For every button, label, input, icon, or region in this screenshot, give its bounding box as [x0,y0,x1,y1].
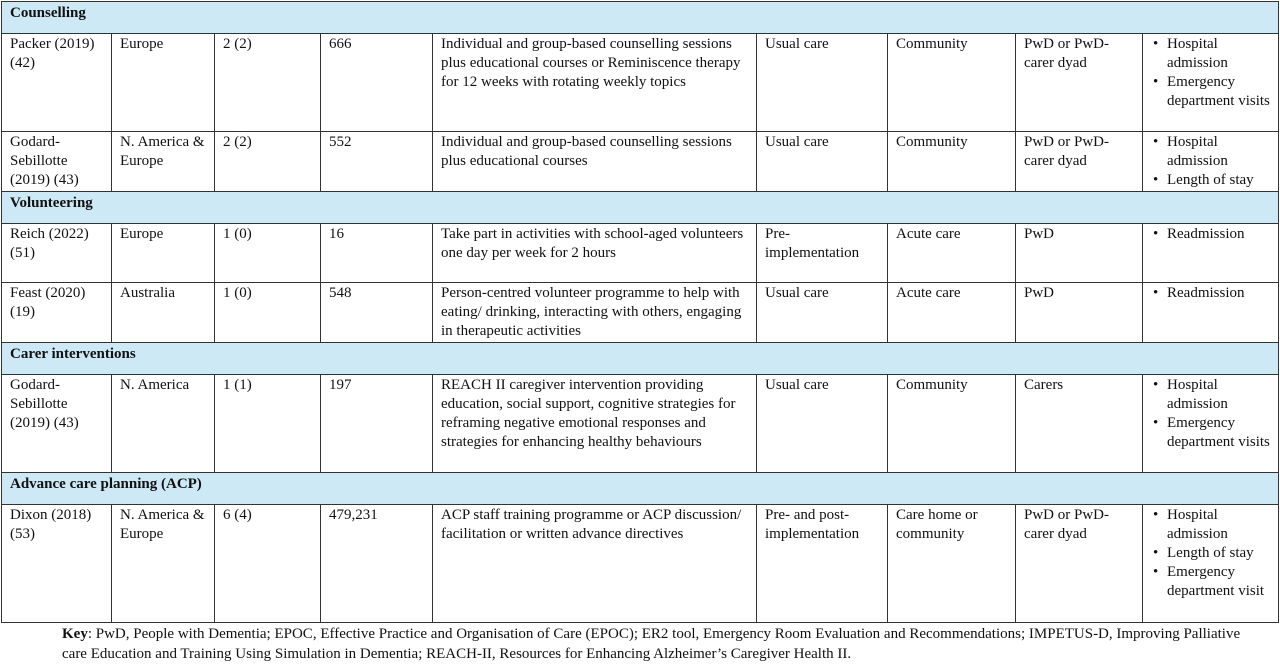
outcome-item: • Hospital admission [1167,133,1270,171]
region-cell: N. America & Europe [112,505,215,623]
study-cell: Reich (2022) (51) [2,224,112,283]
comparator-cell: Pre-implementation [757,224,888,283]
section-header-volunteering [2,192,1279,224]
comparator-cell: Usual care [757,375,888,473]
setting-cell: Community [888,34,1016,132]
outcomes-list [1151,506,1270,601]
region-cell: Europe [112,224,215,283]
study-cell: Feast (2020) (19) [2,283,112,343]
section-header-carer-interventions [2,343,1279,375]
intervention-cell: Individual and group-based counselling sessions plus educational courses or Reminiscence therapy for 12 weeks with rotating weekly topics [433,34,757,132]
comparator-cell: Pre- and post-implementation [757,505,888,623]
studies-cell: 1 (0) [215,224,321,283]
outcomes-cell [1143,375,1279,473]
section-title: Carer interventions [2,343,1279,375]
table-row [2,283,1279,343]
section-header-advance-care-planning [2,473,1279,505]
evidence-table [1,1,1279,623]
table-row [2,375,1279,473]
intervention-cell: Take part in activities with school-aged volunteers one day per week for 2 hours [433,224,757,283]
outcome-item: • Length of stay [1167,171,1270,190]
participants-cell: 552 [321,132,433,192]
studies-cell: 2 (2) [215,132,321,192]
section-title: Advance care planning (ACP) [2,473,1279,505]
studies-cell: 1 (1) [215,375,321,473]
outcome-item: • Emergency department visits [1167,414,1270,452]
population-cell: PwD [1016,283,1143,343]
studies-cell: 1 (0) [215,283,321,343]
studies-cell: 6 (4) [215,505,321,623]
intervention-cell: REACH II caregiver intervention providing education, social support, cognitive strategies for reframing negative emotional responses and strategies for enhancing healthy behaviours [433,375,757,473]
comparator-cell: Usual care [757,132,888,192]
outcome-item: • Readmission [1167,225,1270,244]
outcomes-list [1151,376,1270,452]
setting-cell: Care home or community [888,505,1016,623]
key-label: Key [62,626,88,642]
outcomes-cell [1143,505,1279,623]
section-title: Volunteering [2,192,1279,224]
outcomes-list [1151,35,1270,111]
region-cell: Australia [112,283,215,343]
outcome-item: • Emergency department visits [1167,73,1270,111]
outcome-item: • Hospital admission [1167,35,1270,73]
table-key-note [62,624,1262,664]
key-text: : PwD, People with Dementia; EPOC, Effective Practice and Organisation of Care (EPOC); ER2 tool, Emergency Room Evaluation and Recommendations; IMPETUS-D, Improving Palliative care Education and Training Using Simulation in Dementia; REACH-II, Resources for Enhancing Alzheimer’s Caregiver Health II. [62,626,1241,662]
comparator-cell: Usual care [757,283,888,343]
participants-cell: 16 [321,224,433,283]
outcome-item: • Length of stay [1167,544,1270,563]
intervention-cell: Person-centred volunteer programme to help with eating/ drinking, interacting with others, engaging in therapeutic activities [433,283,757,343]
outcome-item: • Readmission [1167,284,1270,303]
participants-cell: 666 [321,34,433,132]
population-cell: PwD [1016,224,1143,283]
outcomes-list [1151,225,1270,244]
participants-cell: 548 [321,283,433,343]
population-cell: Carers [1016,375,1143,473]
setting-cell: Acute care [888,283,1016,343]
outcomes-list [1151,284,1270,303]
studies-cell: 2 (2) [215,34,321,132]
region-cell: N. America & Europe [112,132,215,192]
region-cell: N. America [112,375,215,473]
outcomes-cell [1143,34,1279,132]
outcomes-list [1151,133,1270,190]
table-row [2,34,1279,132]
population-cell: PwD or PwD-carer dyad [1016,34,1143,132]
outcome-item: • Emergency department visit [1167,563,1270,601]
study-cell: Dixon (2018) (53) [2,505,112,623]
table-row [2,505,1279,623]
outcomes-cell [1143,224,1279,283]
study-cell: Packer (2019) (42) [2,34,112,132]
setting-cell: Acute care [888,224,1016,283]
outcome-item: • Hospital admission [1167,506,1270,544]
participants-cell: 479,231 [321,505,433,623]
participants-cell: 197 [321,375,433,473]
outcomes-cell [1143,132,1279,192]
population-cell: PwD or PwD-carer dyad [1016,132,1143,192]
setting-cell: Community [888,375,1016,473]
study-cell: Godard-Sebillotte (2019) (43) [2,375,112,473]
study-cell: Godard-Sebillotte (2019) (43) [2,132,112,192]
population-cell: PwD or PwD-carer dyad [1016,505,1143,623]
intervention-cell: Individual and group-based counselling sessions plus educational courses [433,132,757,192]
table-row [2,224,1279,283]
region-cell: Europe [112,34,215,132]
comparator-cell: Usual care [757,34,888,132]
outcome-item: • Hospital admission [1167,376,1270,414]
setting-cell: Community [888,132,1016,192]
section-title: Counselling [2,2,1279,34]
table-row [2,132,1279,192]
section-header-counselling [2,2,1279,34]
intervention-cell: ACP staff training programme or ACP discussion/ facilitation or written advance directives [433,505,757,623]
outcomes-cell [1143,283,1279,343]
table-body [2,2,1279,623]
